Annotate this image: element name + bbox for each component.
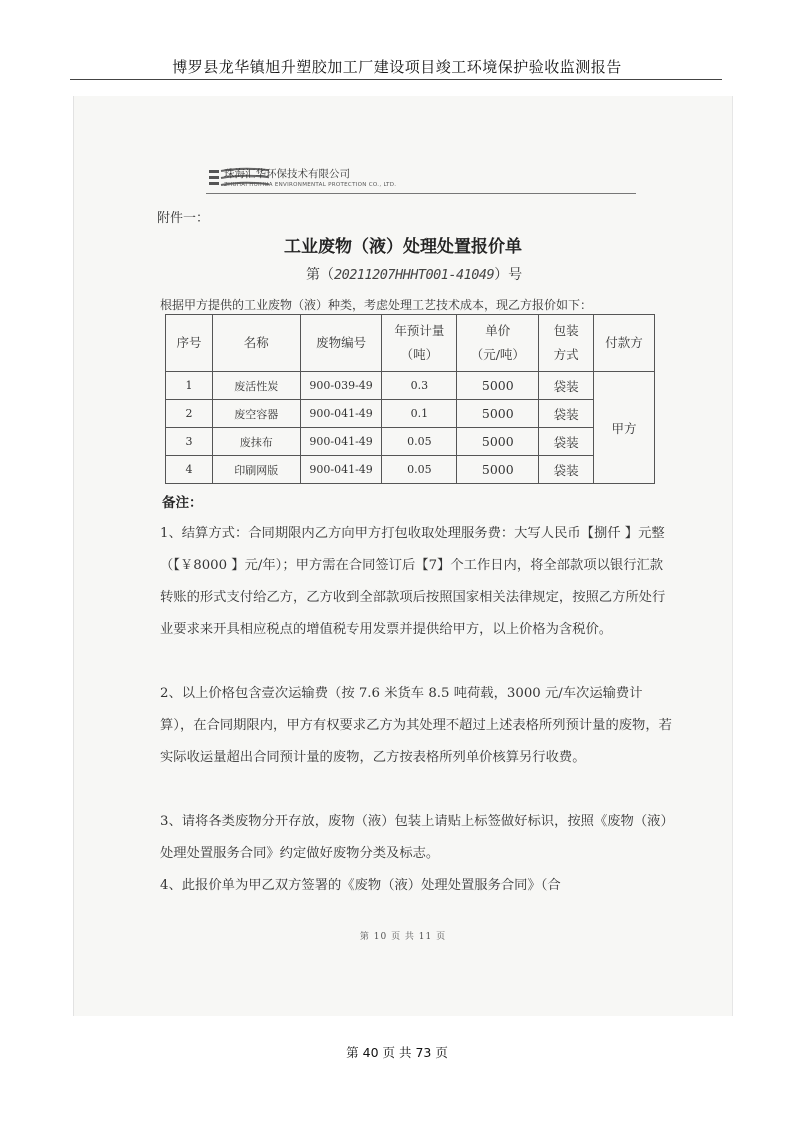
scanned-page bbox=[73, 96, 733, 1016]
number-value: 20211207HHHT001-41049 bbox=[334, 267, 495, 283]
header-divider bbox=[70, 79, 722, 80]
col-header-packaging: 包装 方式 bbox=[539, 315, 594, 372]
remarks-label: 备注： bbox=[162, 495, 203, 511]
remark-paragraph-3: 3、请将各类废物分开存放，废物（液）包装上请贴上标签做好标识，按照《废物（液）处理处置服务合同》约定做好废物分类及标志。 bbox=[160, 814, 668, 861]
page-footer: 第 40 页 共 73 页 bbox=[346, 1045, 448, 1060]
company-name: 珠海汇华环保技术有限公司 bbox=[224, 168, 350, 180]
number-prefix: 第（ bbox=[306, 267, 334, 283]
company-name-en: ZHUHAI HUIHUA ENVIRONMENTAL PROTECTION CO., LTD. bbox=[224, 182, 397, 188]
attachment-label: 附件一： bbox=[157, 211, 210, 226]
remark-paragraph-4: 4、此报价单为甲乙双方签署的《废物（液）处理处置服务合同》（合 bbox=[160, 878, 561, 893]
col-header-code: 废物编号 bbox=[300, 315, 382, 372]
intro-text: 根据甲方提供的工业废物（液）种类，考虑处理工艺技术成本，现乙方报价如下： bbox=[160, 298, 593, 312]
report-header: 博罗县龙华镇旭升塑胶加工厂建设项目竣工环境保护验收监测报告 bbox=[172, 58, 622, 76]
inner-page-number: 第 10 页 共 11 页 bbox=[359, 932, 447, 942]
table-row: 3 废抹布 900-041-49 0.05 5000 袋装 bbox=[166, 428, 655, 456]
table-row: 1 废活性炭 900-039-49 0.3 5000 袋装 甲方 bbox=[166, 372, 655, 400]
company-divider bbox=[206, 193, 636, 194]
col-header-payer: 付款方 bbox=[594, 315, 655, 372]
col-header-price: 单价 （元/吨） bbox=[457, 315, 539, 372]
document-number bbox=[306, 264, 522, 284]
quote-table bbox=[165, 314, 655, 484]
table-header-row bbox=[166, 315, 655, 372]
remark-paragraph-2: 2、以上价格包含壹次运输费（按 7.6 米货车 8.5 吨荷载，3000 元/车次运输费计算），在合同期限内，甲方有权要求乙方为其处理不超过上述表格所列预计量的废物，若实际收运量超出合同预计量的废物，乙方按表格所列单价核算另行收费。 bbox=[160, 686, 672, 765]
document-title: 工业废物（液）处理处置报价单 bbox=[284, 237, 522, 257]
col-header-quantity: 年预计量 （吨） bbox=[382, 315, 457, 372]
table-row: 4 印刷网版 900-041-49 0.05 5000 袋装 bbox=[166, 456, 655, 484]
number-suffix: ）号 bbox=[494, 267, 523, 283]
table-row: 2 废空容器 900-041-49 0.1 5000 袋装 bbox=[166, 400, 655, 428]
payer-cell: 甲方 bbox=[594, 372, 655, 484]
col-header-index: 序号 bbox=[166, 315, 213, 372]
col-header-name: 名称 bbox=[212, 315, 300, 372]
remark-paragraph-1: 1、结算方式：合同期限内乙方向甲方打包收取处理服务费：大写人民币【捌仟 】元整（【￥8000 】元/年）；甲方需在合同签订后【7】个工作日内，将全部款项以银行汇款转账的形式支付给乙方，乙方收到全部款项后按照国家相关法律规定，按照乙方所处行业要求来开具相应税点的增值税专用发票并提供给甲方，以上价格为含税价。 bbox=[160, 526, 666, 637]
